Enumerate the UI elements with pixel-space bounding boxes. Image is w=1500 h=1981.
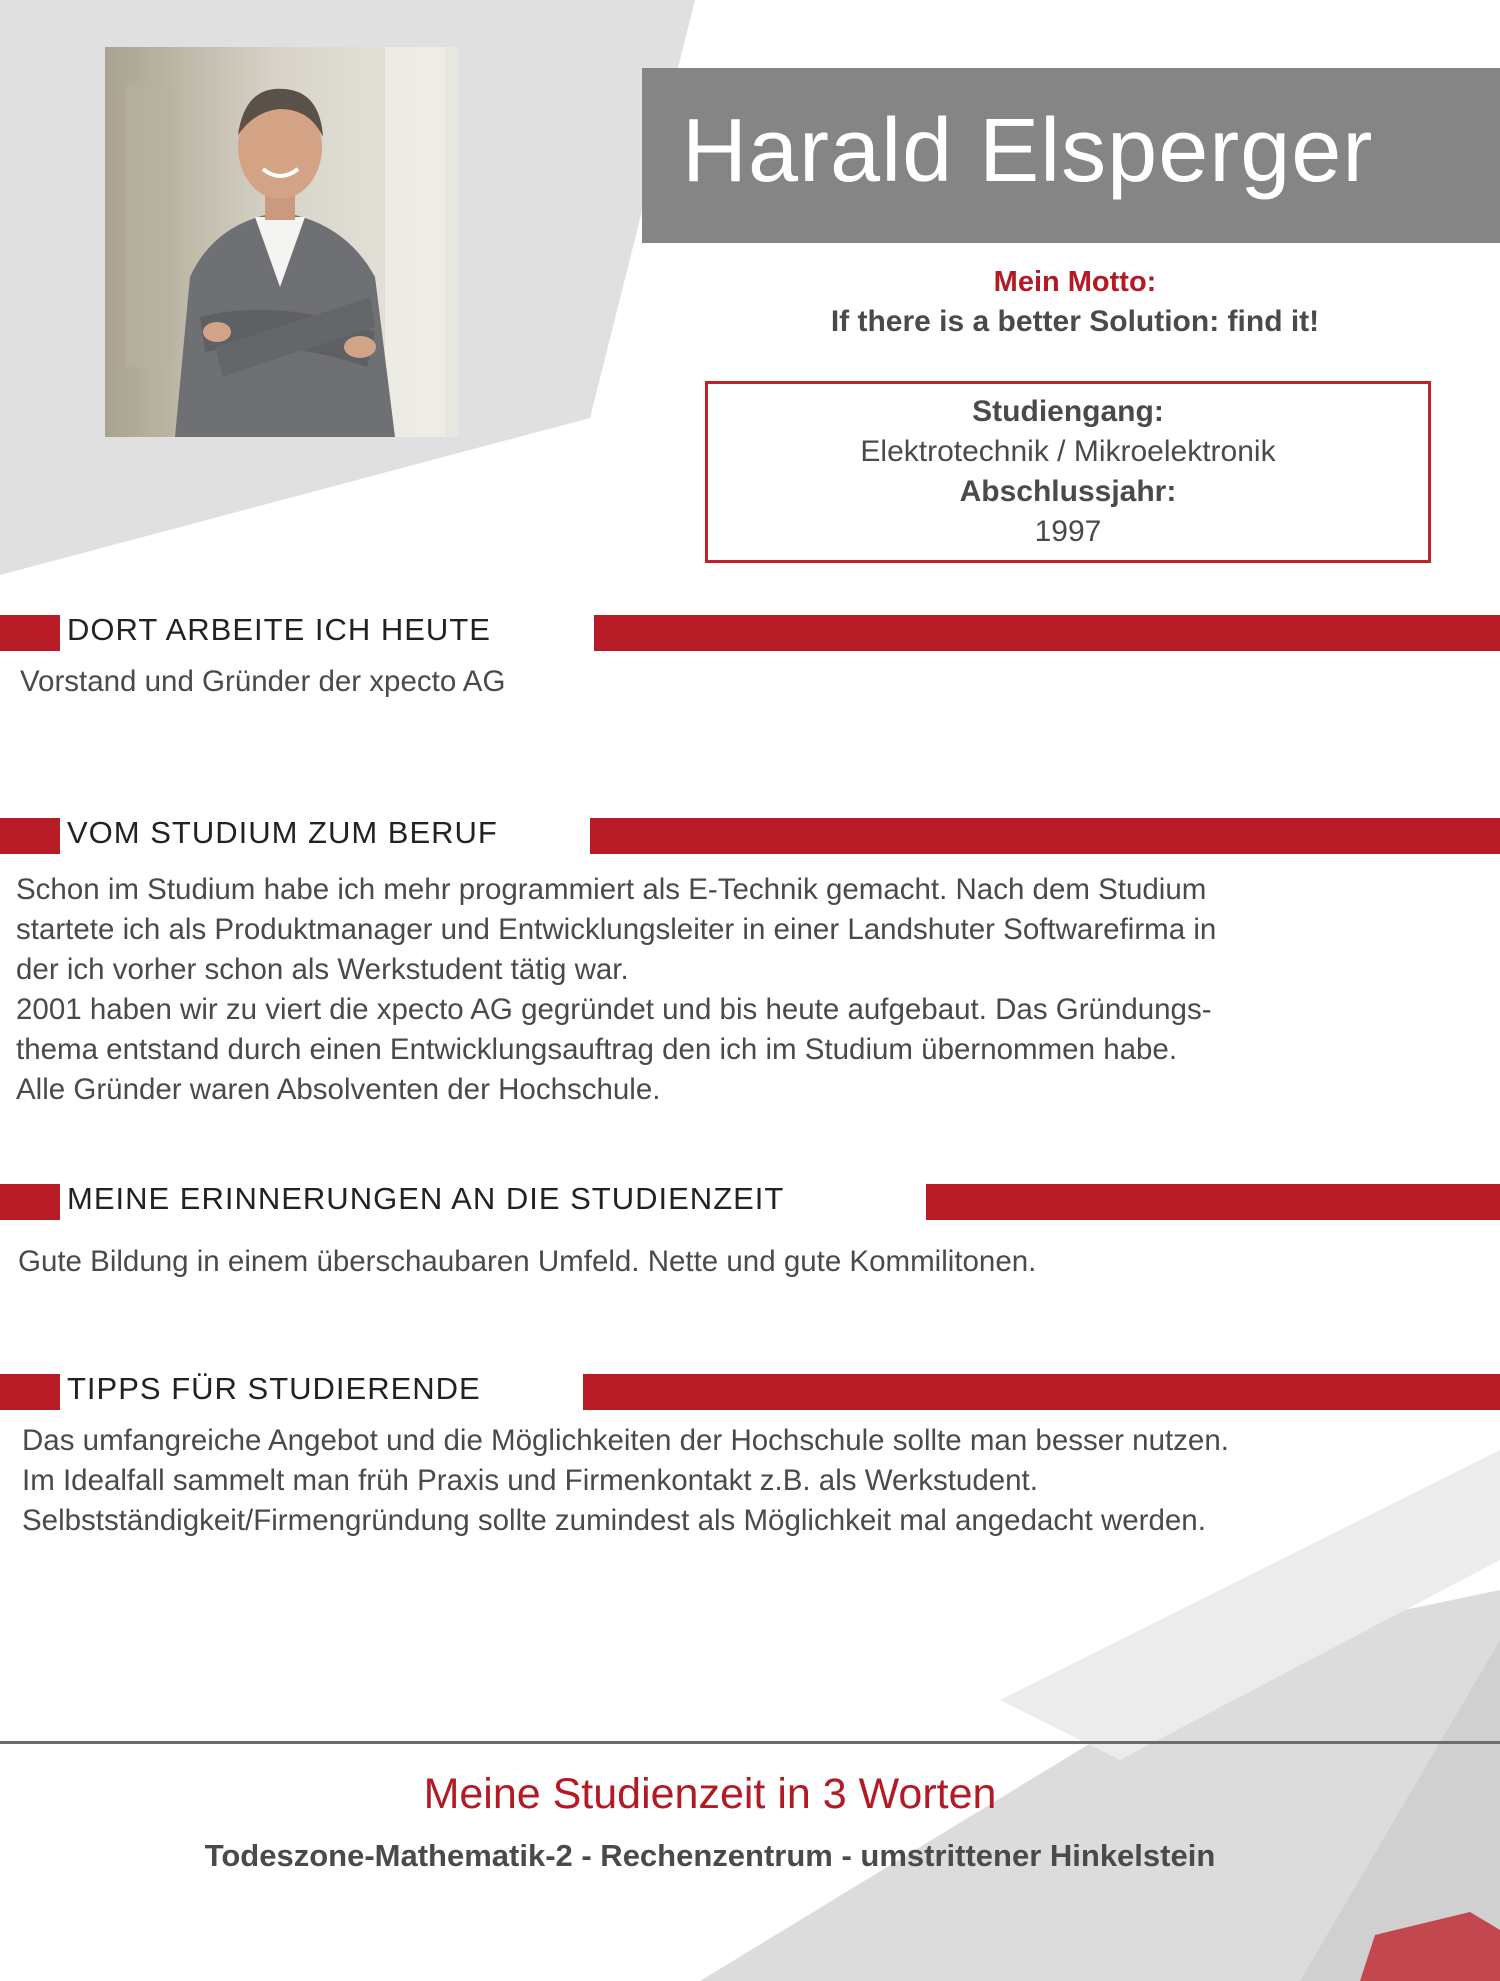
text-line: Alle Gründer waren Absolventen der Hochschule. [16, 1073, 661, 1106]
text-line: Schon im Studium habe ich mehr programmiert als E-Technik gemacht. Nach dem Studium [16, 873, 1207, 906]
text-line: Vorstand und Gründer der xpecto AG [20, 665, 506, 698]
section-accent-right [926, 1184, 1500, 1220]
degree-value: Elektrotechnik / Mikroelektronik [860, 435, 1276, 468]
portrait-photo [105, 47, 458, 437]
degree-label: Studiengang: [972, 395, 1164, 428]
graduation-year-value: 1997 [1034, 515, 1102, 548]
section-accent-left [0, 1374, 60, 1410]
text-line: startete ich als Produktmanager und Entwicklungsleiter in einer Landshuter Softwarefirma in [16, 913, 1217, 946]
section-header-memories [0, 1177, 1500, 1221]
motto-text: If there is a better Solution: find it! [830, 305, 1320, 338]
three-words-title: Meine Studienzeit in 3 Worten [423, 1770, 997, 1818]
section-header-work [0, 608, 1500, 652]
section-accent-left [0, 615, 60, 651]
text-line: Selbstständigkeit/Firmengründung sollte zumindest als Möglichkeit mal angedacht werden. [22, 1504, 1206, 1537]
text-line: Im Idealfall sammelt man früh Praxis und Firmenkontakt z.B. als Werkstudent. [22, 1464, 1038, 1497]
motto-label: Mein Motto: [993, 266, 1157, 298]
section-header-career [0, 811, 1500, 855]
section-accent-right [594, 615, 1500, 651]
section-accent-left [0, 818, 60, 854]
text-line: Gute Bildung in einem überschaubaren Umfeld. Nette und gute Kommilitonen. [18, 1245, 1037, 1278]
section-title: TIPPS FÜR STUDIERENDE [67, 1371, 481, 1406]
section-accent-left [0, 1184, 60, 1220]
text-line: der ich vorher schon als Werkstudent tätig war. [16, 953, 629, 986]
text-line: thema entstand durch einen Entwicklungsauftrag den ich im Studium übernommen habe. [16, 1033, 1178, 1066]
footer-divider [0, 1741, 1500, 1744]
section-accent-right [590, 818, 1500, 854]
study-info-box [705, 381, 1431, 563]
section-header-tips [0, 1367, 1500, 1411]
person-name: Harald Elsperger [682, 101, 1374, 201]
section-accent-right [583, 1374, 1500, 1410]
name-banner [642, 68, 1500, 243]
section-body-work [20, 662, 1490, 702]
section-body-tips [22, 1421, 1492, 1541]
section-title: DORT ARBEITE ICH HEUTE [67, 612, 491, 647]
section-body-memories [18, 1242, 1488, 1282]
text-line: 2001 haben wir zu viert die xpecto AG gegründet und bis heute aufgebaut. Das Gründungs- [16, 993, 1212, 1026]
graduation-year-label: Abschlussjahr: [959, 475, 1177, 508]
section-body-career [16, 870, 1486, 1110]
text-line: Das umfangreiche Angebot und die Möglichkeiten der Hochschule sollte man besser nutzen. [22, 1424, 1229, 1457]
section-title: VOM STUDIUM ZUM BERUF [67, 815, 498, 850]
section-title: MEINE ERINNERUNGEN AN DIE STUDIENZEIT [67, 1181, 785, 1216]
three-words-list: Todeszone-Mathematik-2 - Rechenzentrum - umstrittener Hinkelstein [204, 1838, 1216, 1873]
